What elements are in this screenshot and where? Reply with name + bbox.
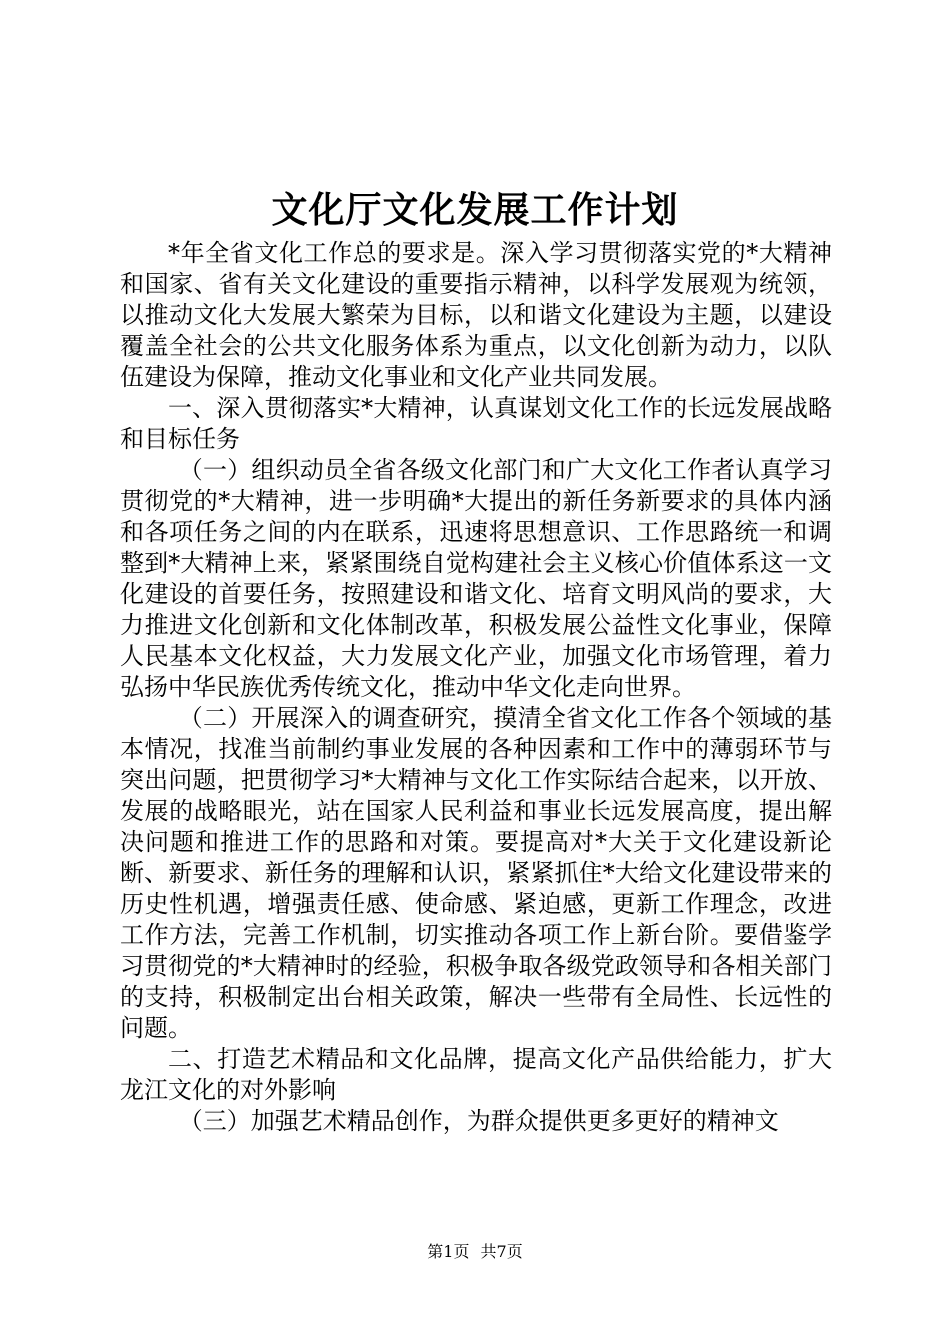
section-heading-1: 一、深入贯彻落实*大精神，认真谋划文化工作的长远发展战略和目标任务 bbox=[120, 394, 832, 453]
paragraph-item-2: （二）开展深入的调查研究，摸清全省文化工作各个领域的基本情况，找准当前制约事业发展的各种因素和工作中的薄弱环节与突出问题，把贯彻学习*大精神与文化工作实际结合起来，以开放、发展的战略眼光，站在国家人民利益和事业长远发展高度，提出解决问题和推进工作的思路和对策。要提高对*大关于文化建设新论断、新要求、新任务的理解和认识，紧紧抓住*大给文化建设带来的历史性机遇，增强责任感、使命感、紧迫感，更新工作理念，改进工作方法，完善工作机制，切实推动各项工作上新台阶。要借鉴学习贯彻党的*大精神时的经验，积极争取各级党政领导和各相关部门的支持，积极制定出台相关政策，解决一些带有全局性、长远性的问题。 bbox=[120, 704, 832, 1042]
paragraph-intro: *年全省文化工作总的要求是。深入学习贯彻落实党的*大精神和国家、省有关文化建设的重要指示精神，以科学发展观为统领，以推动文化大发展大繁荣为目标，以和谐文化建设为主题，以建设覆盖全社会的公共文化服务体系为重点，以文化创新为动力，以队伍建设为保障，推动文化事业和文化产业共同发展。 bbox=[120, 239, 832, 391]
page-footer bbox=[0, 1241, 950, 1263]
paragraph-item-3: （三）加强艺术精品创作，为群众提供更多更好的精神文 bbox=[178, 1107, 779, 1135]
page-total: 共7页 bbox=[480, 1242, 523, 1261]
document-body bbox=[120, 238, 832, 1137]
section-heading-2: 二、打造艺术精品和文化品牌，提高文化产品供给能力，扩大龙江文化的对外影响 bbox=[120, 1045, 832, 1104]
page-number: 第1页 bbox=[427, 1242, 470, 1261]
document-title: 文化厅文化发展工作计划 bbox=[271, 189, 679, 231]
paragraph-item-1: （一）组织动员全省各级文化部门和广大文化工作者认真学习贯彻党的*大精神，进一步明确*大提出的新任务新要求的具体内涵和各项任务之间的内在联系，迅速将思想意识、工作思路统一和调整到*大精神上来，紧紧围绕自觉构建社会主义核心价值体系这一文化建设的首要任务，按照建设和谐文化、培育文明风尚的要求，大力推进文化创新和文化体制改革，积极发展公益性文化事业，保障人民基本文化权益，大力发展文化产业，加强文化市场管理，着力弘扬中华民族优秀传统文化，推动中华文化走向世界。 bbox=[120, 456, 832, 701]
